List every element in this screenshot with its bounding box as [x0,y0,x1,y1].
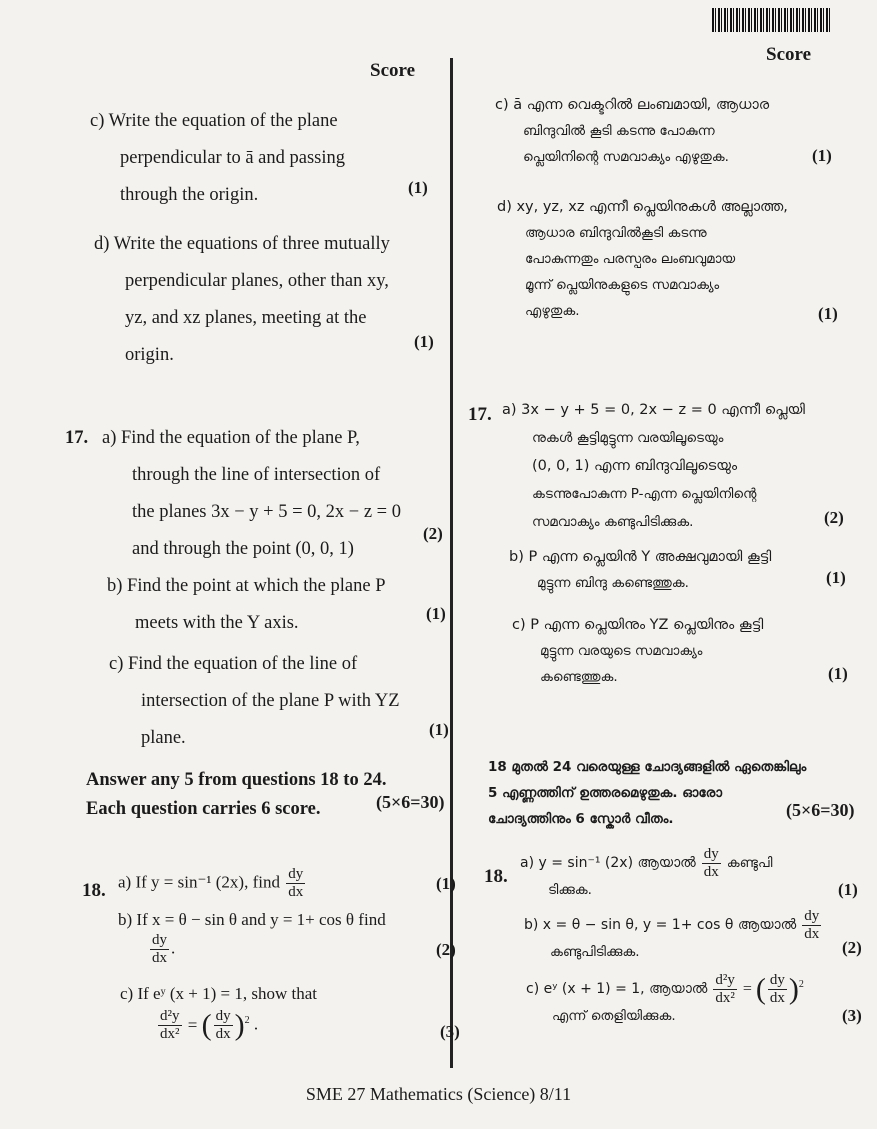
right-q17-number: 17. [468,404,492,425]
score-header-right: Score [766,44,812,65]
right-q17a: a) 3x − y + 5 = 0, 2x − z = 0 എന്നീ പ്ലെയി നുകൾ കൂട്ടിമുട്ടുന്ന വരയിലൂടെയും (0, 0, 1) എന്ന ബിന്ദുവിലൂടെയും കടന്നുപോകുന്ന P-എന്ന പ്ലെയിനിന്റെ സമവാക്യം കണ്ടുപിടിക്കുക. [502,402,805,530]
right-q18a: a) y = sin⁻¹ (2x) ആയാൽ $\frac{dy}{dx}$ കണ്ടുപി ടിക്കുക. [520,846,773,898]
left-q16c: c) Write the equation of the plane perpendicular to ā and passing through the origin. [90,111,346,205]
left-q16d: d) Write the equations of three mutually perpendicular planes, other than xy, yz, and xz planes, meeting at the origin. [94,234,390,365]
left-q18b-mark: (2) [436,940,456,959]
fraction-dy-dx: $\frac{dy}{dx}$ [288,866,304,900]
right-q18b: b) x = θ − sin θ, y = 1+ cos θ ആയാൽ $\frac{dy}{dx}$ കണ്ടുപിടിക്കുക. [524,908,820,960]
left-q16c-mark: (1) [408,178,428,197]
right-q16c-mark: (1) [812,146,832,165]
fraction-dy-dx: $\frac{dy}{dx}$ [769,972,785,1006]
left-q17b: b) Find the point at which the plane P meets with the Y axis. [107,576,386,633]
right-q17b: b) P എന്ന പ്ലെയിൻ Y അക്ഷവുമായി കൂട്ടി മുട്ടുന്ന ബിന്ദു കണ്ടെത്തുക. [509,549,772,591]
left-q18a-mark: (1) [436,874,456,893]
right-q17b-mark: (1) [826,568,846,587]
fraction-dy-dx: $\frac{dy}{dx}$ [152,932,167,966]
right-q16d: d) xy, yz, xz എന്നീ പ്ലെയിനുകൾ അല്ലാത്ത, ആധാര ബിന്ദുവിൽകൂടി കടന്നു പോകുന്നതും പരസ്പരം ലംബവുമായ മൂന്ന് പ്ലെയിനുകളുടെ സമവാക്യം എഴുതുക. [497,199,788,319]
right-q16d-mark: (1) [818,304,838,323]
left-q18-number: 18. [82,880,106,901]
right-q17c-mark: (1) [828,664,848,683]
right-q18c: c) eʸ (x + 1) = 1, ആയാൽ $\frac{\text{d²y}}{\text{dx²}}$ = ( $\frac{dy}{dx}$ )$^2$ എന്ന് തെളിയിക്കുക. [526,972,804,1024]
right-q16c: c) ā എന്ന വെക്ടറിൽ ലംബമായി, ആധാര ബിന്ദുവിൽ കൂടി കടന്നു പോകുന്ന പ്ലെയിനിന്റെ സമവാക്യം എഴുതുക. [495,97,770,165]
left-instructions: Answer any 5 from questions 18 to 24. Each question carries 6 score. [86,770,387,819]
right-instructions-mark: (5×6=30) [786,800,855,820]
page-footer: SME 27 Mathematics (Science) 8/11 [305,1084,572,1104]
left-q18a: a) If y = sin⁻¹ (2x), find $\frac{dy}{dx}$ [118,866,304,900]
left-q17a-mark: (2) [423,524,443,543]
left-q17-number: 17. [65,428,89,448]
score-header-left: Score [370,60,416,81]
left-q18b: b) If x = θ − sin θ and y = 1+ cos θ find $\frac{dy}{dx}$ . [118,910,386,966]
left-q17c-mark: (1) [429,720,449,739]
left-q18c: c) If eʸ (x + 1) = 1, show that $\frac{\text{d²y}}{\text{dx²}}$ = ( $\frac{dy}{dx}$ )$^2$ . [120,984,318,1042]
barcode [712,8,830,32]
right-q18b-mark: (2) [842,938,862,957]
fraction-d2y-dx2: $\frac{\text{d²y}}{\text{dx²}}$ [715,972,735,1006]
right-q17c: c) P എന്ന പ്ലെയിനും YZ പ്ലെയിനും കൂട്ടി മുട്ടുന്ന വരയുടെ സമവാക്യം കണ്ടെത്തുക. [512,617,764,685]
left-q17a: a) Find the equation of the plane P, through the line of intersection of the planes 3x − y + 5 = 0, 2x − z = 0 and through the point (0, 0, 1) [102,428,401,559]
right-q18c-mark: (3) [842,1006,862,1025]
right-q18-number: 18. [484,866,508,887]
fraction-dy-dx: $\frac{dy}{dx}$ [215,1008,231,1042]
column-divider [450,58,453,1068]
right-q17a-mark: (2) [824,508,844,527]
right-q18a-mark: (1) [838,880,858,899]
fraction-dy-dx: $\frac{dy}{dx}$ [703,846,719,880]
left-q17b-mark: (1) [426,604,446,623]
left-q17c: c) Find the equation of the line of intersection of the plane P with YZ plane. [109,654,400,748]
left-q18c-mark: (3) [440,1022,460,1041]
right-instructions: 18 മുതൽ 24 വരെയുള്ള ചോദ്യങ്ങളിൽ ഏതെങ്കിലും 5 എണ്ണത്തിന് ഉത്തരമെഴുതുക. ഓരോ ചോദ്യത്തിനും 6 സ്കോർ വീതം. [488,759,807,827]
left-q16d-mark: (1) [414,332,434,351]
left-instructions-mark: (5×6=30) [376,792,445,812]
fraction-dy-dx: $\frac{dy}{dx}$ [804,908,820,942]
fraction-d2y-dx2: $\frac{\text{d²y}}{\text{dx²}}$ [160,1008,180,1042]
